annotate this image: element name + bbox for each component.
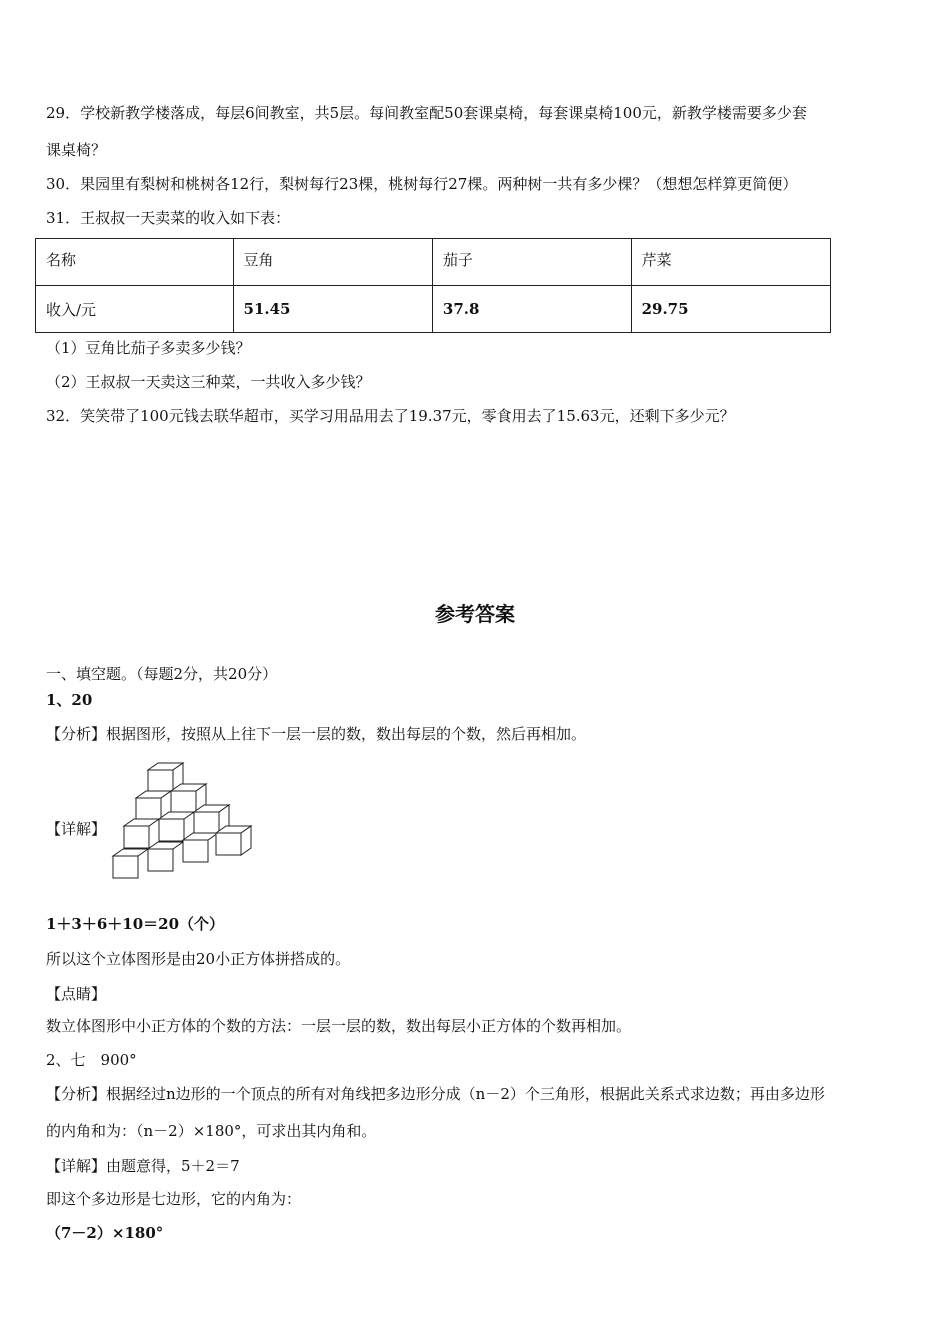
- answer-1-number: 1、20: [46, 691, 93, 709]
- answer-2-detail: 【详解】由题意得，5＋2＝7: [46, 1157, 240, 1175]
- table-cell: 51.45: [233, 286, 432, 333]
- question-31-sub1: （1）豆角比茄子多卖多少钱？: [46, 339, 251, 357]
- answer-2-calculation: [46, 1222, 163, 1243]
- question-30: 30．果园里有梨树和桃树各12行，梨树每行23棵，桃树每行27棵。两种树一共有多少棵？（想想怎样算更简便）: [46, 175, 798, 193]
- answer-2-calculation-text: （7－2）×180°: [46, 1224, 164, 1242]
- question-31-intro: 31．王叔叔一天卖菜的收入如下表：: [46, 209, 291, 227]
- table-header-cell: 芹菜: [631, 239, 830, 286]
- table-header-row: [36, 239, 831, 286]
- answer-2-polygon: 即这个多边形是七边形，它的内角为：: [46, 1190, 302, 1208]
- table-cell: 29.75: [631, 286, 830, 333]
- question-29-line2: 课桌椅？: [46, 141, 107, 159]
- section-1-heading: 一、填空题。（每题2分，共20分）: [46, 665, 278, 683]
- table-header-cell: 豆角: [233, 239, 432, 286]
- question-29-line1: 29．学校新教学楼落成，每层6间教室，共5层。每间教室配50套课桌椅，每套课桌椅100元，新教学楼需要多少套: [46, 104, 807, 122]
- answer-1-detail-label: 【详解】: [46, 820, 107, 838]
- answer-1-calculation-text: 1＋3＋6＋10＝20（个）: [46, 915, 225, 933]
- answer-1-conclusion: 所以这个立体图形是由20小正方体拼搭成的。: [46, 950, 351, 968]
- answer-1-calculation: [46, 913, 224, 934]
- table-row: [36, 286, 831, 333]
- answer-2-analysis-line1: 【分析】根据经过n边形的一个顶点的所有对角线把多边形分成（n－2）个三角形，根据此关系式求边数；再由多边形: [46, 1085, 825, 1103]
- question-32: 32．笑笑带了100元钱去联华超市，买学习用品用去了19.37元，零食用去了15.63元，还剩下多少元？: [46, 407, 735, 425]
- table-header-cell: 名称: [36, 239, 234, 286]
- answers-title: 参考答案: [435, 602, 515, 626]
- answer-2-analysis-line2: 的内角和为：（n－2）×180°，可求出其内角和。: [46, 1122, 377, 1140]
- income-table: [35, 238, 831, 333]
- question-31-sub2: （2）王叔叔一天卖这三种菜，一共收入多少钱？: [46, 373, 371, 391]
- table-row-label: 收入/元: [36, 286, 234, 333]
- stacked-cubes-figure: [108, 760, 258, 885]
- table-cell: 37.8: [432, 286, 631, 333]
- answer-1-analysis: 【分析】根据图形，按照从上往下一层一层的数，数出每层的个数，然后再相加。: [46, 725, 587, 743]
- answer-1-method: 数立体图形中小正方体的个数的方法：一层一层的数，数出每层小正方体的个数再相加。: [46, 1017, 632, 1035]
- table-header-cell: 茄子: [432, 239, 631, 286]
- answer-1-point-label: 【点睛】: [46, 985, 107, 1003]
- answer-2-number: 2、七 900°: [46, 1051, 137, 1069]
